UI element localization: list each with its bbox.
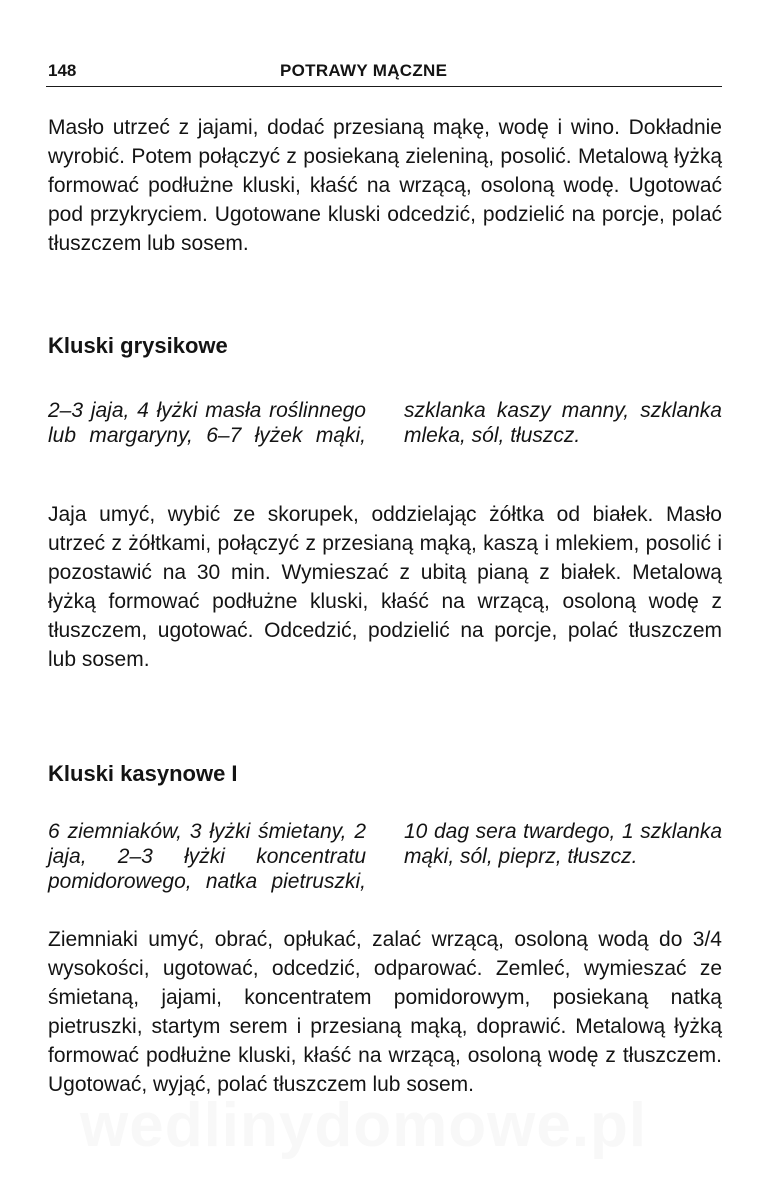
method-kluski-kasynowe: Ziemniaki umyć, obrać, opłukać, zalać wrzącą, osoloną wodą do 3/4 wysokości, ugotować, odcedzić, odparować. Zemleć, wymieszać ze śmietaną, jajami, koncentratem pomidorowym, posiekaną natką pietruszki, startym serem i przesianą mąką, doprawić. Metalową łyżką formować podłużne kluski, kłaść na wrzącą, osoloną wodę z tłuszczem. Ugotować, wyjąć, polać tłuszczem lub sosem. (48, 928, 722, 1096)
method-kluski-grysikowe: Jaja umyć, wybić ze skorupek, oddzielając żółtka od białek. Masło utrzeć z żółtkami, połączyć z przesianą mąką, kaszą i mlekiem, posolić i pozostawić na 30 min. Wymieszać z ubitą pianą z białek. Metalową łyżką formować podłużne kluski, kłaść na wrzącą, osoloną wodę z tłuszczem, ugotować. Odcedzić, podzielić na porcje, polać tłuszczem lub sosem. (48, 503, 722, 671)
running-title: POTRAWY MĄCZNE (280, 61, 448, 80)
intro-paragraph: Masło utrzeć z jajami, dodać przesianą mąkę, wodę i wino. Dokładnie wyrobić. Potem połączyć z posiekaną zieleniną, posolić. Metalową łyżką formować podłużne kluski, kłaść na wrzącą, osoloną wodę. Ugotować pod przykryciem. Ugotowane kluski odcedzić, podzielić na porcje, polać tłuszczem lub sosem. (48, 116, 722, 255)
page-number: 148 (48, 61, 77, 80)
recipe-title-kluski-grysikowe: Kluski grysikowe (48, 333, 228, 358)
ingredients-kluski-kasynowe: 6 ziemniaków, 3 łyżki śmietany, 2 jaja, 2–3 łyżki koncentratu pomidorowego, natka pietruszki, 10 dag sera twardego, 1 szklanka mąki, sól, pieprz, tłuszcz. (48, 820, 722, 893)
header-rule (46, 86, 722, 87)
recipe-title-kluski-kasynowe: Kluski kasynowe I (48, 761, 238, 786)
ingredients-kluski-grysikowe: 2–3 jaja, 4 łyżki masła roślinnego lub margaryny, 6–7 łyżek mąki, szklanka kaszy manny, szklanka mleka, sól, tłuszcz. (48, 399, 722, 447)
watermark: wedlinydomowe.pl (80, 1091, 648, 1160)
